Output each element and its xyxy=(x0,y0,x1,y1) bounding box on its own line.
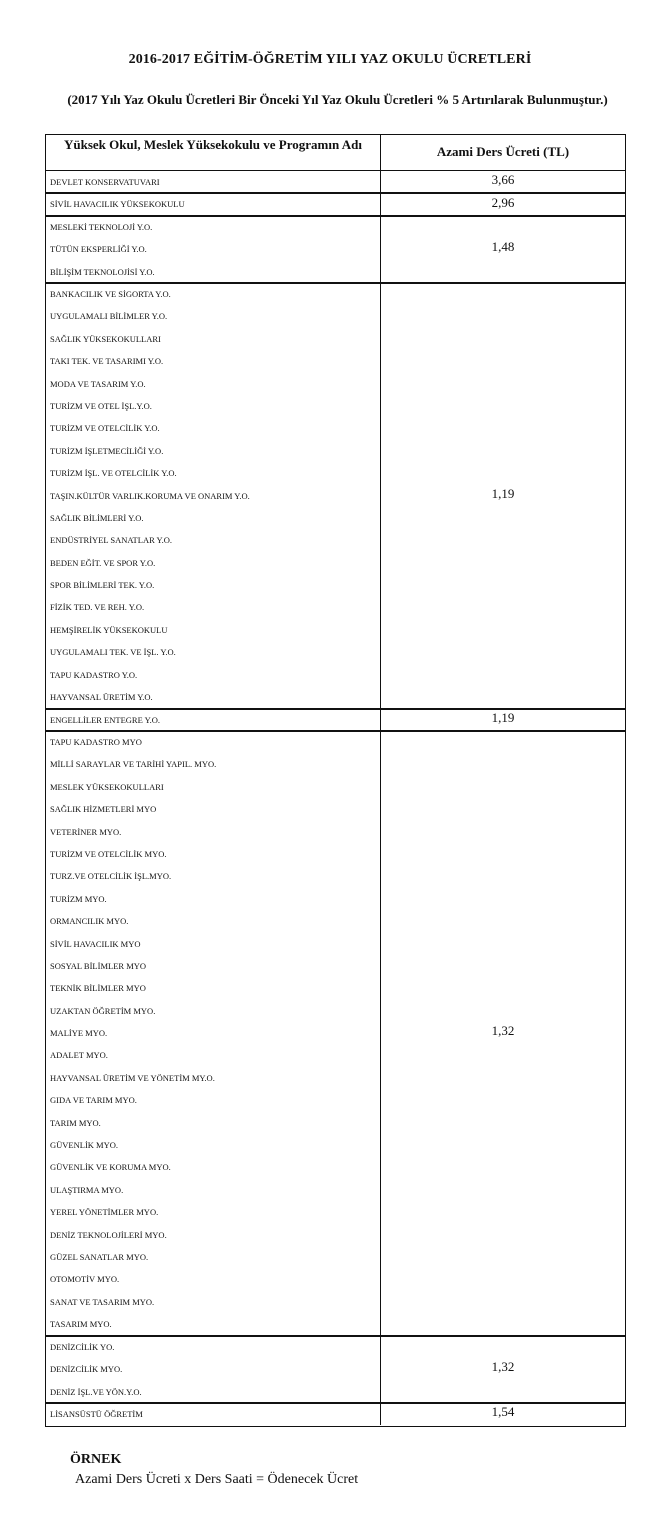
fee-group xyxy=(46,216,625,283)
program-name: BANKACILIK VE SİGORTA Y.O. xyxy=(50,289,171,299)
fee-group xyxy=(46,731,625,1336)
program-name: TAPU KADASTRO MYO xyxy=(50,737,142,747)
program-name: TEKNİK BİLİMLER MYO xyxy=(50,983,146,994)
program-name: TURİZM İŞL. VE OTELCİLİK Y.O. xyxy=(50,468,177,479)
program-name: SAĞLIK YÜKSEKOKULLARI xyxy=(50,333,161,344)
fee-group xyxy=(46,1403,625,1425)
program-name: BİLİŞİM TEKNOLOJİSİ Y.O. xyxy=(50,266,155,277)
program-name: UZAKTAN ÖĞRETİM MYO. xyxy=(50,1005,156,1016)
program-list xyxy=(46,1336,381,1403)
program-name: MESLEKİ TEKNOLOJİ Y.O. xyxy=(50,221,153,232)
header-program-name: Yüksek Okul, Meslek Yüksekokulu ve Programın Adı xyxy=(46,135,381,171)
program-name: TASARIM MYO. xyxy=(50,1319,112,1330)
program-list xyxy=(46,283,381,709)
program-name: HEMŞİRELİK YÜKSEKOKULU xyxy=(50,624,168,635)
program-name: ENGELLİLER ENTEGRE Y.O. xyxy=(50,714,161,725)
program-name: MODA VE TASARIM Y.O. xyxy=(50,378,146,389)
program-list xyxy=(46,216,381,283)
fee-group xyxy=(46,1336,625,1403)
fee-group xyxy=(46,709,625,731)
program-list xyxy=(46,193,381,215)
fee-value: 1,54 xyxy=(491,1404,515,1420)
fee-value: 1,19 xyxy=(491,709,515,725)
program-name: ADALET MYO. xyxy=(50,1050,108,1061)
program-name: MİLLİ SARAYLAR VE TARİHİ YAPIL. MYO. xyxy=(50,759,217,770)
program-list xyxy=(46,1403,381,1425)
program-name: DENİZ İŞL.VE YÖN.Y.O. xyxy=(50,1386,142,1397)
program-name: HAYVANSAL ÜRETİM Y.O. xyxy=(50,692,153,703)
example-formula: Azami Ders Ücreti x Ders Saati = Ödenecek Ücret xyxy=(75,1472,359,1487)
program-name: SAĞLIK BİLİMLERİ Y.O. xyxy=(50,512,144,523)
program-name: SPOR BİLİMLERİ TEK. Y.O. xyxy=(50,580,155,591)
program-name: UYGULAMALI TEK. VE İŞL. Y.O. xyxy=(50,647,176,658)
fee-value: 3,66 xyxy=(491,172,515,188)
program-name: GÜVENLİK VE KORUMA MYO. xyxy=(50,1162,171,1173)
program-name: SİVİL HAVACILIK YÜKSEKOKULU xyxy=(50,199,185,210)
program-name: TURİZM VE OTELCİLİK Y.O. xyxy=(50,423,160,434)
program-name: ULAŞTIRMA MYO. xyxy=(50,1184,124,1195)
program-name: BEDEN EĞİT. VE SPOR Y.O. xyxy=(50,557,156,568)
program-name: TURZ.VE OTELCİLİK İŞL.MYO. xyxy=(50,871,172,882)
program-name: UYGULAMALI BİLİMLER Y.O. xyxy=(50,311,168,322)
fee-table xyxy=(45,134,626,1427)
program-name: SANAT VE TASARIM MYO. xyxy=(50,1296,155,1307)
fee-group xyxy=(46,193,625,215)
fee-value: 1,32 xyxy=(491,1359,515,1375)
fee-value: 1,48 xyxy=(491,239,515,255)
program-name: ENDÜSTRİYEL SANATLAR Y.O. xyxy=(50,535,172,546)
program-name: SAĞLIK HİZMETLERİ MYO xyxy=(50,804,157,815)
program-name: DEVLET KONSERVATUVARI xyxy=(50,177,160,187)
program-name: GÜZEL SANATLAR MYO. xyxy=(50,1251,149,1262)
example-title: ÖRNEK xyxy=(70,1452,122,1467)
program-name: TURİZM İŞLETMECİLİĞİ Y.O. xyxy=(50,445,164,456)
program-name: MALİYE MYO. xyxy=(50,1028,108,1039)
fee-group xyxy=(46,283,625,709)
program-name: OTOMOTİV MYO. xyxy=(50,1274,120,1285)
program-name: TAKI TEK. VE TASARIMI Y.O. xyxy=(50,356,164,367)
fee-value: 1,32 xyxy=(491,1023,515,1039)
program-name: SOSYAL BİLİMLER MYO xyxy=(50,960,147,971)
program-name: TURİZM VE OTEL İŞL.Y.O. xyxy=(50,400,152,411)
program-name: GÜVENLİK MYO. xyxy=(50,1140,118,1151)
program-name: TAPU KADASTRO Y.O. xyxy=(50,669,138,680)
header-max-fee: Azami Ders Ücreti (TL) xyxy=(381,135,625,171)
program-name: ORMANCILIK MYO. xyxy=(50,916,129,927)
page-title: 2016-2017 EĞİTİM-ÖĞRETİM YILI YAZ OKULU ÜCRETLERİ xyxy=(128,52,532,67)
fee-value: 1,19 xyxy=(491,485,515,501)
fee-group xyxy=(46,171,625,193)
program-list xyxy=(46,171,381,193)
program-list xyxy=(46,731,381,1336)
program-name: DENİZ TEKNOLOJİLERİ MYO. xyxy=(50,1229,167,1240)
program-list xyxy=(46,709,381,731)
program-name: FİZİK TED. VE REH. Y.O. xyxy=(50,602,145,613)
program-name: LİSANSÜSTÜ ÖĞRETİM xyxy=(50,1409,143,1419)
program-name: DENİZCİLİK MYO. xyxy=(50,1364,123,1375)
program-name: VETERİNER MYO. xyxy=(50,826,122,837)
program-name: TURİZM MYO. xyxy=(50,893,107,904)
program-name: TAŞIN.KÜLTÜR VARLIK.KORUMA VE ONARIM Y.O. xyxy=(50,490,250,501)
program-name: GIDA VE TARIM MYO. xyxy=(50,1095,137,1106)
program-name: TÜTÜN EKSPERLİĞİ Y.O. xyxy=(50,244,147,255)
program-name: SİVİL HAVACILIK MYO xyxy=(50,938,141,949)
program-name: MESLEK YÜKSEKOKULLARI xyxy=(50,781,164,792)
program-name: HAYVANSAL ÜRETİM VE YÖNETİM MY.O. xyxy=(50,1072,215,1083)
program-name: TURİZM VE OTELCİLİK MYO. xyxy=(50,848,167,859)
program-name: YEREL YÖNETİMLER MYO. xyxy=(50,1207,159,1218)
program-name: TARIM MYO. xyxy=(50,1117,101,1128)
program-name: DENİZCİLİK YO. xyxy=(50,1341,115,1352)
fee-value: 2,96 xyxy=(491,194,515,210)
page-subtitle: (2017 Yılı Yaz Okulu Ücretleri Bir Önceki Yıl Yaz Okulu Ücretleri % 5 Artırılarak Bulunmuştur.) xyxy=(67,92,608,107)
